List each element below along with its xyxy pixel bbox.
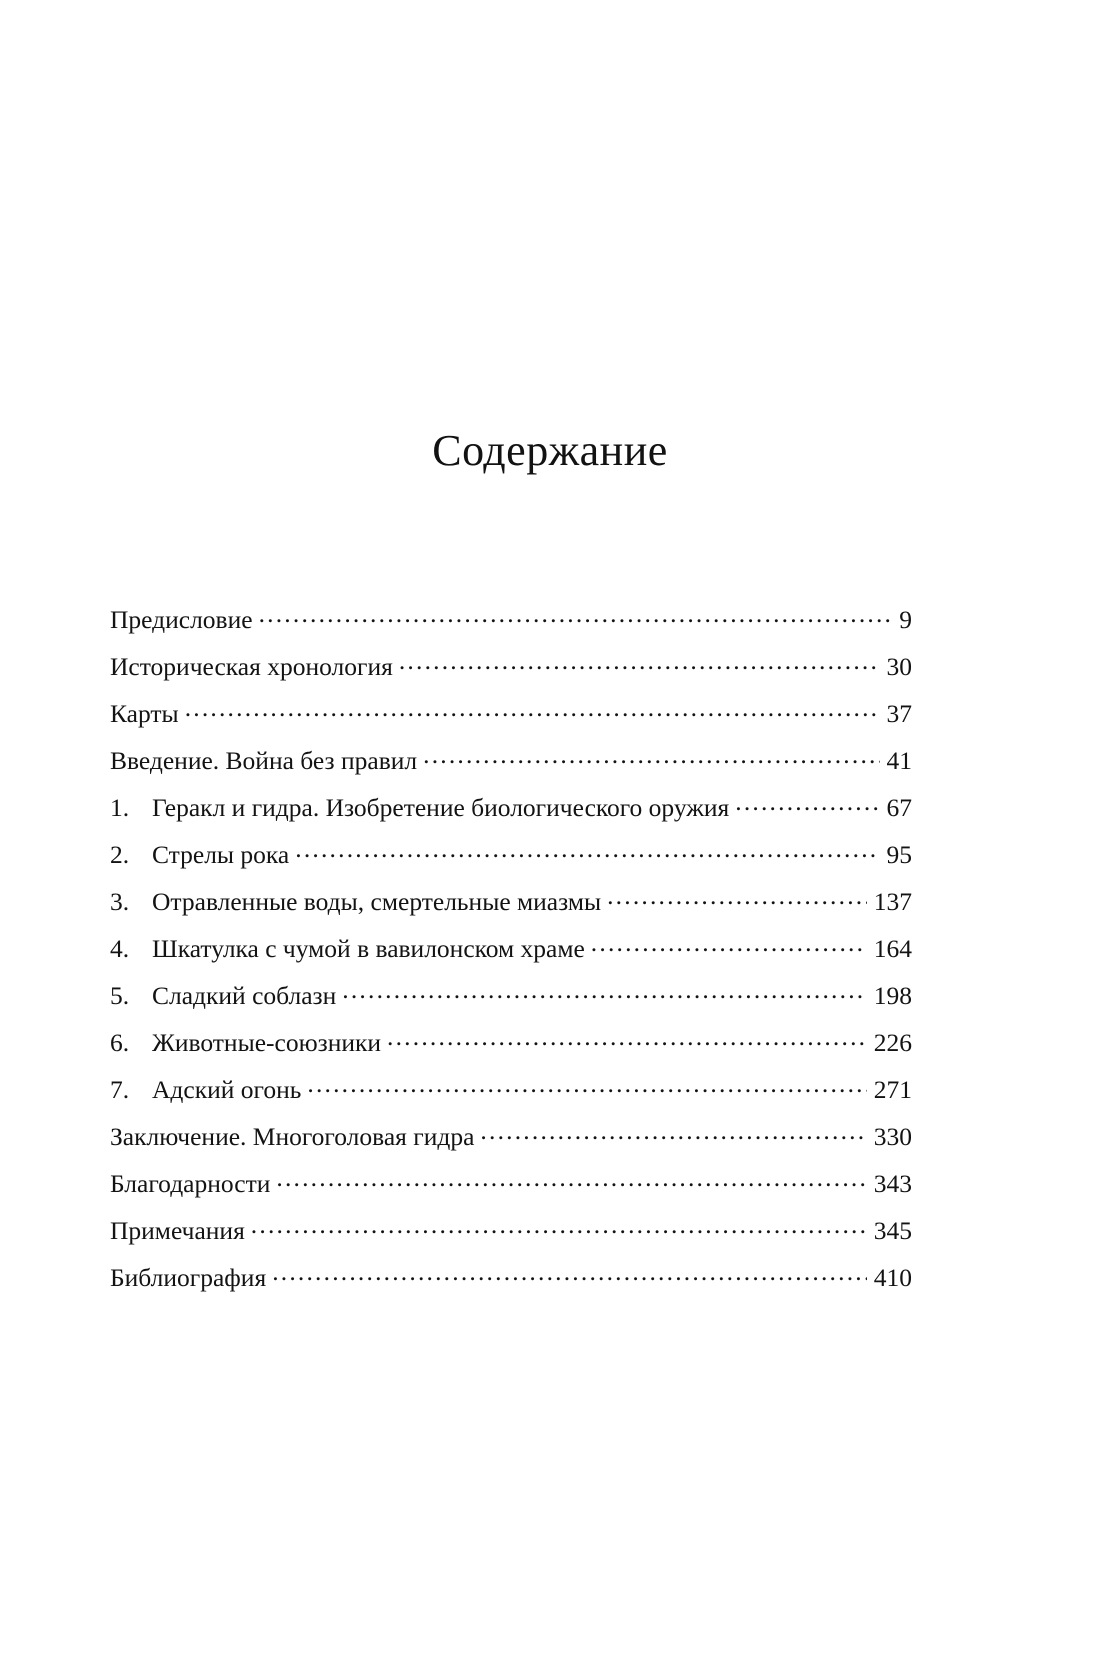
toc-entry-label: Введение. Война без правил: [110, 745, 418, 775]
toc-entry-label: Отравленные воды, смертельные миазмы: [152, 886, 602, 916]
toc-entry[interactable]: [110, 1072, 912, 1119]
toc-entry-page-number: 271: [873, 1074, 912, 1104]
toc-entry-page-number: 330: [873, 1121, 912, 1151]
toc-entry-label: Геракл и гидра. Изобретение биологического оружия: [152, 792, 730, 822]
toc-entry[interactable]: [110, 1166, 912, 1213]
toc-entry-label: Библиография: [110, 1262, 267, 1292]
toc-entry-label: Заключение. Многоголовая гидра: [110, 1121, 475, 1151]
toc-entry[interactable]: [110, 649, 912, 696]
toc-entry[interactable]: [110, 1025, 912, 1072]
toc-entry-label: Предисловие: [110, 604, 253, 634]
toc-entry[interactable]: [110, 837, 912, 884]
toc-entry-page-number: 30: [886, 651, 912, 681]
toc-entry-page-number: 41: [886, 745, 912, 775]
toc-leader-dots: [276, 1166, 866, 1192]
toc-entry-label: Примечания: [110, 1215, 245, 1245]
toc-leader-dots: [735, 790, 879, 816]
toc-entry-label: Шкатулка с чумой в вавилонском храме: [152, 933, 585, 963]
toc-entry-number: 5.: [110, 980, 130, 1010]
toc-entry[interactable]: [110, 1213, 912, 1260]
page-title: Содержание: [432, 426, 668, 476]
toc-leader-dots: [251, 1213, 867, 1239]
toc-entry[interactable]: [110, 931, 912, 978]
toc-entry-page-number: 67: [886, 792, 912, 822]
toc-leader-dots: [607, 884, 867, 910]
toc-leader-dots: [399, 649, 880, 675]
toc-entry-number: 4.: [110, 933, 130, 963]
toc-leader-dots: [423, 743, 879, 769]
toc-entry[interactable]: [110, 696, 912, 743]
toc-entry-page-number: 137: [873, 886, 912, 916]
toc-entry[interactable]: [110, 743, 912, 790]
toc-entry-label: Благодарности: [110, 1168, 271, 1198]
toc-entry-page-number: 198: [873, 980, 912, 1010]
toc-entry[interactable]: [110, 790, 912, 837]
toc-entry-page-number: 410: [873, 1262, 912, 1292]
toc-entry-page-number: 95: [886, 839, 912, 869]
toc-leader-dots: [259, 602, 893, 628]
toc-leader-dots: [295, 837, 879, 863]
toc-entry-label: Историческая хронология: [110, 651, 393, 681]
toc-entry-number: 2.: [110, 839, 130, 869]
toc-entry-page-number: 37: [886, 698, 912, 728]
toc-entry-label: Адский огонь: [152, 1074, 302, 1104]
toc-leader-dots: [185, 696, 880, 722]
toc-entry[interactable]: [110, 1119, 912, 1166]
toc-leader-dots: [387, 1025, 867, 1051]
toc-entry-number: 1.: [110, 792, 130, 822]
table-of-contents-list: [110, 602, 912, 1307]
toc-entry-page-number: 9: [899, 604, 912, 634]
toc-entry-label: Стрелы рока: [152, 839, 290, 869]
toc-entry-label: Животные-союзники: [152, 1027, 382, 1057]
toc-entry[interactable]: [110, 602, 912, 649]
toc-entry-page-number: 226: [873, 1027, 912, 1057]
toc-leader-dots: [480, 1119, 866, 1145]
toc-entry-page-number: 343: [873, 1168, 912, 1198]
toc-entry-number: 3.: [110, 886, 130, 916]
toc-entry-page-number: 164: [873, 933, 912, 963]
toc-leader-dots: [272, 1260, 867, 1286]
toc-leader-dots: [591, 931, 867, 957]
toc-entry-label: Сладкий соблазн: [152, 980, 337, 1010]
toc-entry-label: Карты: [110, 698, 179, 728]
toc-entry-number: 6.: [110, 1027, 130, 1057]
toc-entry-number: 7.: [110, 1074, 130, 1104]
toc-entry-page-number: 345: [873, 1215, 912, 1245]
toc-entry[interactable]: [110, 1260, 912, 1307]
toc-entry[interactable]: [110, 884, 912, 931]
toc-leader-dots: [307, 1072, 866, 1098]
toc-entry[interactable]: [110, 978, 912, 1025]
toc-leader-dots: [342, 978, 866, 1004]
